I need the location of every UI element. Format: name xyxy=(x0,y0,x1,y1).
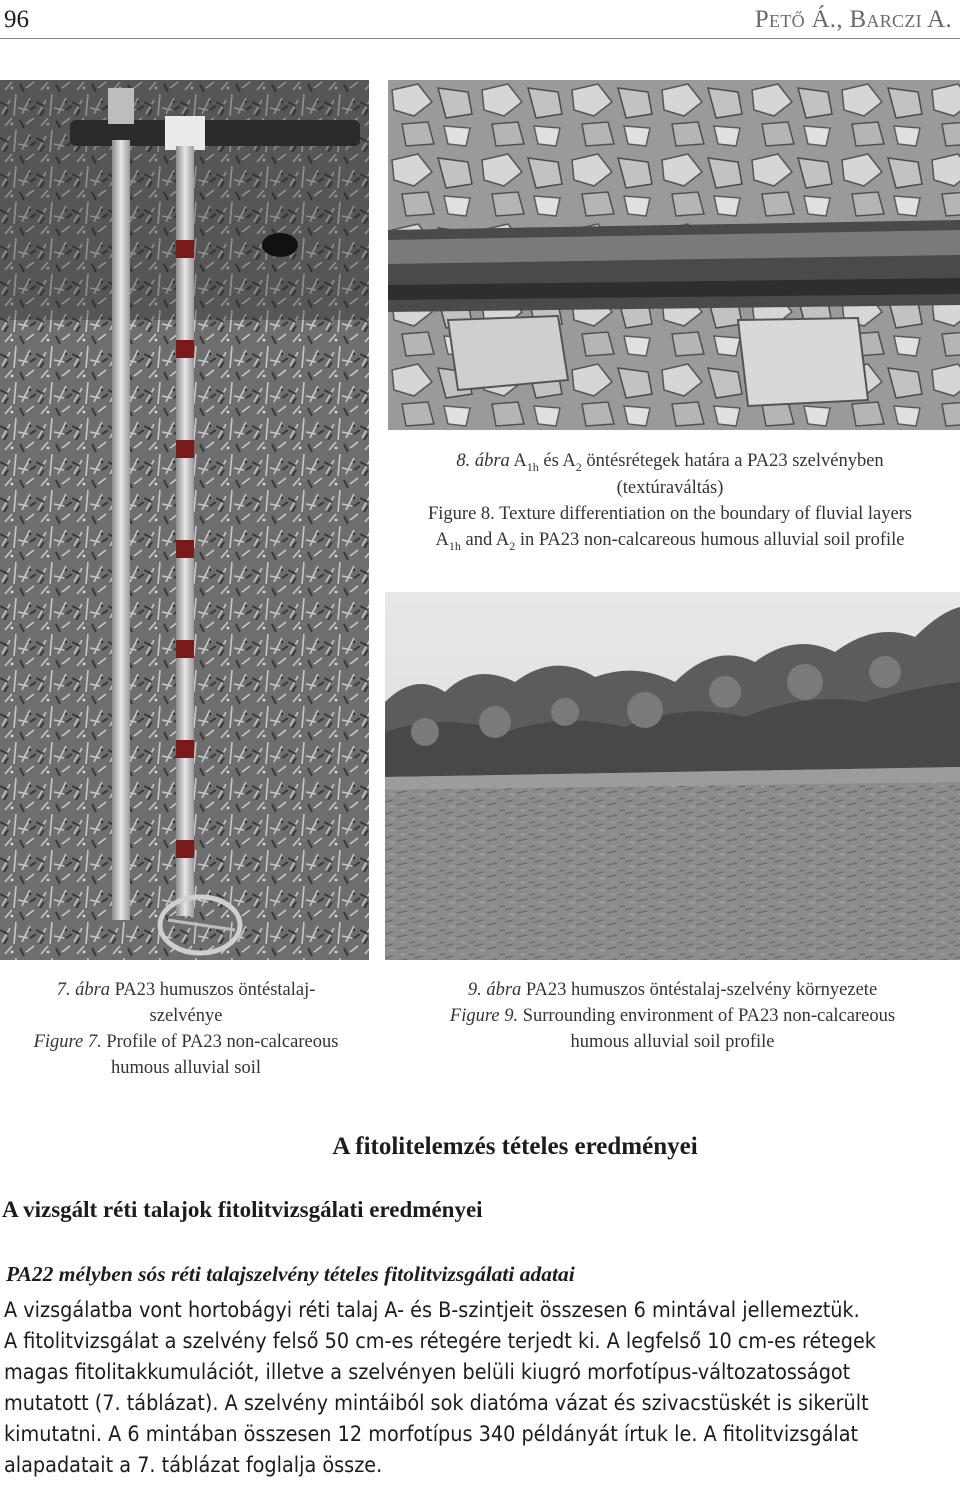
figure-7-label-en: Figure 7. xyxy=(33,1032,102,1052)
page-number: 96 xyxy=(4,6,29,33)
paragraph-line: mutatott (7. táblázat). A szelvény mintáiból sok diatóma vázat és szivacstüskét is sikerült xyxy=(4,1391,869,1416)
figure-9-label-hu: 9. ábra xyxy=(467,980,522,1000)
figure-9-label-en: Figure 9. xyxy=(449,1006,519,1026)
paragraph-line: A vizsgálatba vont hortobágyi réti talaj A- és B-szintjeit összesen 6 mintával jellemeztük. xyxy=(4,1298,860,1323)
figure-9-caption: 9. ábra PA23 humuszos öntéstalaj-szelvény környezete Figure 9. Surrounding environment of PA23 non-calcareous humous alluvial soil profile xyxy=(449,980,896,1052)
figure-9-photo xyxy=(385,592,960,960)
figure-8-photo xyxy=(388,80,960,440)
paragraph-line: A fitolitvizsgálat a szelvény felső 50 cm-es rétegére terjedt ki. A legfelső 10 cm-es rétegek xyxy=(4,1329,876,1354)
figure-8-caption-en-line1: Figure 8. Texture differentiation on the boundary of fluvial layers xyxy=(427,504,913,524)
paragraph-line: kimutatni. A 6 mintában összesen 12 morfotípus 340 példányát írtuk le. A fitolitvizsgálat xyxy=(4,1422,859,1447)
subsubsection-title: PA22 mélyben sós réti talajszelvény tételes fitolitvizsgálati adatai xyxy=(6,1262,575,1286)
subsection-title: A vizsgált réti talajok fitolitvizsgálati eredményei xyxy=(2,1197,483,1222)
figure-8-caption-en-line2: $A_{1h}$ and $A_2$ in PA23 non-calcareous humous alluvial soil profile xyxy=(435,530,905,553)
body-paragraph xyxy=(4,1295,958,1481)
header-rule xyxy=(0,38,960,39)
figure-8-caption-hu: 8. ábra $A_{1h}$ és $A_2$ öntésrétegek határa a PA23 szelvényben xyxy=(456,451,884,474)
paragraph-line: alapadatait a 7. táblázat foglalja össze. xyxy=(4,1453,383,1478)
figure-7-label-hu: 7. ábra xyxy=(56,980,111,1000)
figure-8-label-hu: 8. ábra xyxy=(456,451,510,471)
section-title: A fitolitelemzés tételes eredményei xyxy=(332,1133,698,1160)
figure-7-photo xyxy=(0,80,369,960)
figure-8-caption xyxy=(380,448,960,554)
running-head-authors: Pető Á., Barczi A. xyxy=(754,6,952,33)
figure-7-caption: 7. ábra PA23 humuszos öntéstalaj- szelvénye Figure 7. Profile of PA23 non-calcareous humous alluvial soil xyxy=(33,980,339,1078)
figure-8-caption-hu-line2: (textúraváltás) xyxy=(616,478,724,498)
page-header xyxy=(0,0,960,40)
paragraph-line: magas fitolitakkumulációt, illetve a szelvényen belüli kiugró morfotípus-változatosságot xyxy=(4,1360,851,1385)
